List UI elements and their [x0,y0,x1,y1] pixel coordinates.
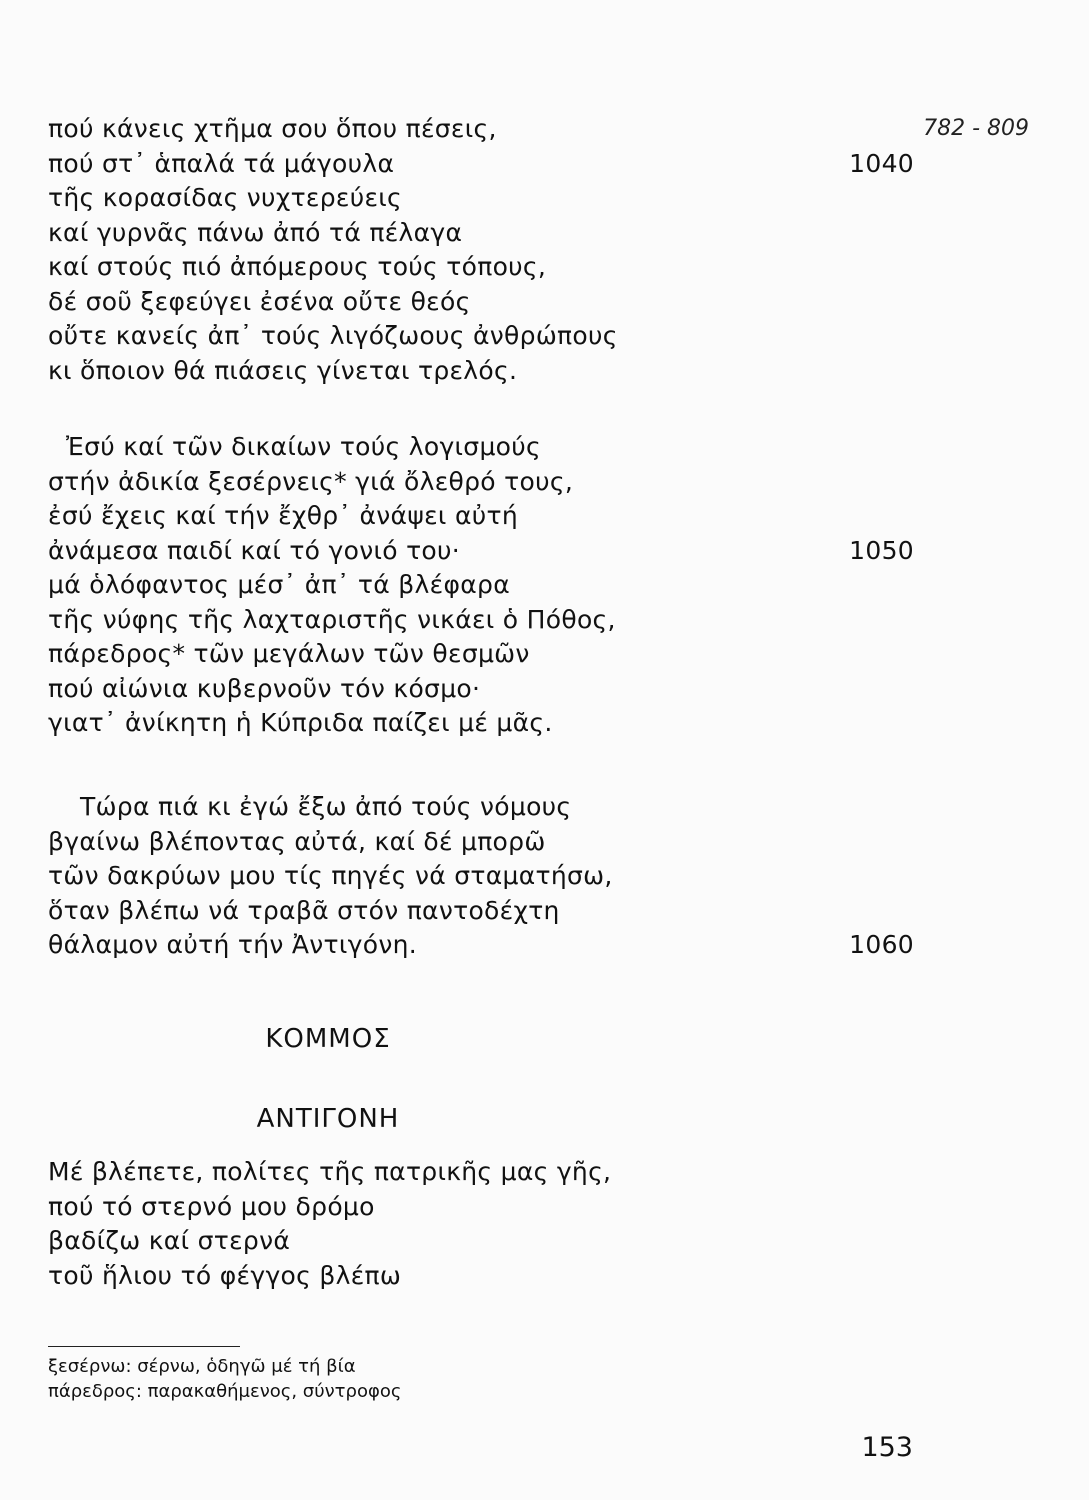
verse-line: ἀνάμεσα παιδί καί τό γονιό του· 1050 [48,534,914,569]
verse-line: οὔτε κανείς ἀπ᾽ τούς λιγόζωους ἀνθρώπους [48,321,618,350]
verse-line: τῶν δακρύων μου τίς πηγές νά σταματήσω, [48,861,613,890]
section-heading-kommos: ΚΟΜΜΟΣ [265,1024,391,1054]
verse-line: Μέ βλέπετε, πολίτες τῆς πατρικῆς μας γῆς, [48,1157,612,1186]
line-reference: 782 - 809 [923,116,1029,141]
line-number: 1060 [849,930,914,959]
speaker-heading-antigone: ΑΝΤΙΓΟΝΗ [256,1104,400,1134]
verse-line: πού αἰώνια κυβερνοῦν τόν κόσμο· [48,673,481,703]
verse-line: στήν ἀδικία ξεσέρνεις* γιά ὄλεθρό τους, [48,466,574,496]
verse-line: τῆς κορασίδας νυχτερεύεις [48,183,403,212]
line-number: 1040 [849,148,914,178]
verse-line: πού κάνεις χτῆμα σου ὅπου πέσεις, [48,114,497,143]
stanza-3 [48,790,946,963]
verse-line: καί γυρνᾶς πάνω ἀπό τά πέλαγα [48,217,463,247]
footnotes [48,1354,401,1404]
verse-line: δέ σοῦ ξεφεύγει ἐσένα οὔτε θεός [48,286,471,316]
line-number: 1050 [849,535,914,565]
verse-line: πού στ᾽ ἁπαλά τά μάγουλα 1040 [48,147,914,182]
verse-line: βγαίνω βλέποντας αὐτά, καί δέ μπορῶ [48,826,546,856]
verse-line: γιατ᾽ ἀνίκητη ἡ Κύπριδα παίζει μέ μᾶς. [48,708,553,737]
page-number: 153 [861,1432,913,1463]
stanza-4 [48,1155,914,1293]
verse-line: Τώρα πιά κι ἐγώ ἔξω ἀπό τούς νόμους [80,792,572,821]
verse-line: μά ὁλόφαντος μέσ᾽ ἀπ᾽ τά βλέφαρα [48,570,510,599]
footnote: ξεσέρνω: σέρνω, ὁδηγῶ μέ τή βία [48,1356,356,1377]
footnote-divider [48,1346,240,1347]
verse-line: τῆς νύφης τῆς λαχταριστῆς νικάει ὁ Πόθος, [48,604,616,634]
verse-line: πού τό στερνό μου δρόμο [48,1191,375,1221]
verse-line: θάλαμον αὐτή τήν Ἀντιγόνη. 1060 [48,928,914,963]
verse-line: πάρεδρος* τῶν μεγάλων τῶν θεσμῶν [48,639,530,668]
footnote: πάρεδρος: παρακαθήμενος, σύντροφος [48,1381,402,1402]
stanza-1 [48,112,914,388]
verse-line: τοῦ ἥλιου τό φέγγος βλέπω [48,1260,402,1290]
verse-line: καί στούς πιό ἀπόμερους τούς τόπους, [48,252,547,281]
verse-line: κι ὅποιον θά πιάσεις γίνεται τρελός. [48,355,518,385]
verse-line: ὅταν βλέπω νά τραβᾶ στόν παντοδέχτη [48,895,560,925]
stanza-2 [48,430,932,741]
verse-line: βαδίζω καί στερνά [48,1226,291,1255]
verse-line: ἐσύ ἔχεις καί τήν ἔχθρ᾽ ἀνάψει αὐτή [48,501,518,530]
verse-line: Ἐσύ καί τῶν δικαίων τούς λογισμούς [66,432,541,461]
